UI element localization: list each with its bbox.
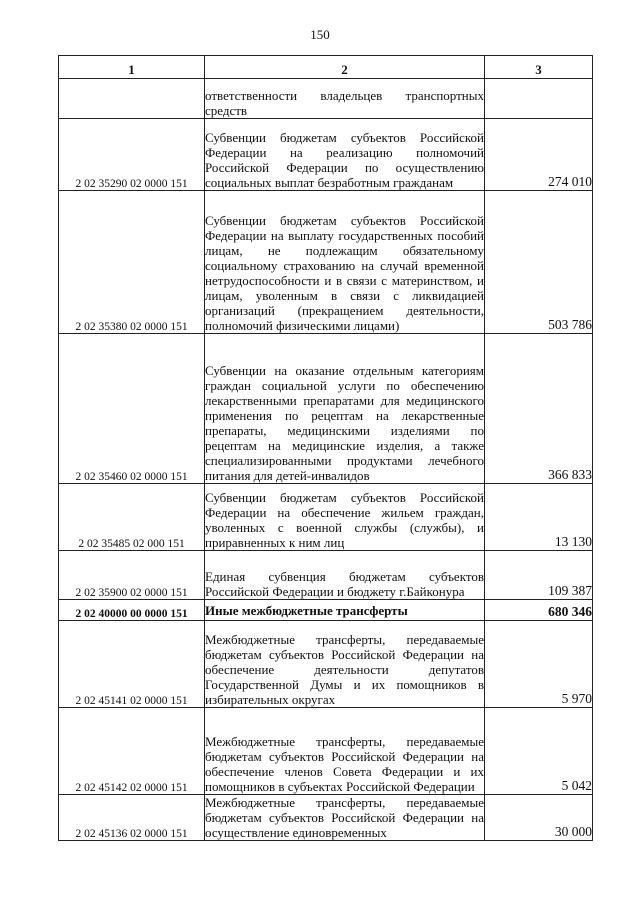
row-amount: 366 833 xyxy=(485,334,593,484)
row-description: Межбюджетные трансферты, передаваемые бюджетам субъектов Российской Федерации на осуществление единовременных xyxy=(205,795,484,840)
row-amount: 680 346 xyxy=(485,600,593,621)
row-description: ответственности владельцев транспортных средств xyxy=(205,79,485,119)
row-code: 2 02 45136 02 0000 151 xyxy=(59,795,205,841)
table-row xyxy=(59,484,593,551)
row-code: 2 02 40000 00 0000 151 xyxy=(59,600,205,621)
row-code: 2 02 35290 02 0000 151 xyxy=(59,119,205,191)
row-amount: 503 786 xyxy=(485,191,593,334)
row-description: Субвенции бюджетам субъектов Российской Федерации на обеспечение жильем граждан, уволенных с военной службы (службы), и приравненных к ним лиц xyxy=(205,484,485,551)
page-number: 150 xyxy=(310,27,330,42)
row-amount: 13 130 xyxy=(485,484,593,551)
row-amount xyxy=(485,79,593,119)
budget-table xyxy=(58,55,593,841)
table-header-row xyxy=(59,56,593,79)
row-code: 2 02 35460 02 0000 151 xyxy=(59,334,205,484)
row-description: Иные межбюджетные трансферты xyxy=(205,600,485,621)
row-amount: 30 000 xyxy=(485,795,593,841)
row-code: 2 02 45141 02 0000 151 xyxy=(59,621,205,708)
table-row xyxy=(59,119,593,191)
row-description: Субвенции бюджетам субъектов Российской Федерации на выплату государственных пособий лицам, не подлежащим обязательному социальному страхованию на случай временной нетрудоспособности и в связи с материнством, и лицам, уволенным в связи с ликвидацией организаций (прекращением деятельности, полномочий физическими лицами) xyxy=(205,191,485,334)
column-header-code: 1 xyxy=(59,56,205,79)
row-amount: 109 387 xyxy=(485,551,593,600)
row-amount: 5 970 xyxy=(485,621,593,708)
row-code: 2 02 45142 02 0000 151 xyxy=(59,708,205,795)
row-description: Межбюджетные трансферты, передаваемые бюджетам субъектов Российской Федерации на обеспечение деятельности депутатов Государственной Думы и их помощников в избирательных округах xyxy=(205,621,485,708)
table-row xyxy=(59,551,593,600)
column-header-description: 2 xyxy=(205,56,485,79)
row-code xyxy=(59,79,205,119)
table-row xyxy=(59,708,593,795)
table-row xyxy=(59,795,593,841)
row-description: Межбюджетные трансферты, передаваемые бюджетам субъектов Российской Федерации на обеспечение членов Совета Федерации и их помощников в субъектах Российской Федерации xyxy=(205,708,485,795)
row-description: Субвенции бюджетам субъектов Российской Федерации на реализацию полномочий Российской Федерации по осуществлению социальных выплат безработным гражданам xyxy=(205,119,485,191)
table-row xyxy=(59,334,593,484)
row-description: Единая субвенция бюджетам субъектов Российской Федерации и бюджету г.Байконура xyxy=(205,551,485,600)
table-row-total xyxy=(59,600,593,621)
table-row xyxy=(59,191,593,334)
row-amount: 5 042 xyxy=(485,708,593,795)
row-amount: 274 010 xyxy=(485,119,593,191)
row-code: 2 02 35485 02 000 151 xyxy=(59,484,205,551)
row-code: 2 02 35900 02 0000 151 xyxy=(59,551,205,600)
table-row xyxy=(59,79,593,119)
row-description: Субвенции на оказание отдельным категориям граждан социальной услуги по обеспечению лекарственными препаратами для медицинского применения по рецептам на лекарственные препараты, медицинскими изделиями по рецептам на медицинские изделия, а также специализированными продуктами лечебного питания для детей-инвалидов xyxy=(205,334,485,484)
column-header-amount: 3 xyxy=(485,56,593,79)
table-row xyxy=(59,621,593,708)
row-code: 2 02 35380 02 0000 151 xyxy=(59,191,205,334)
